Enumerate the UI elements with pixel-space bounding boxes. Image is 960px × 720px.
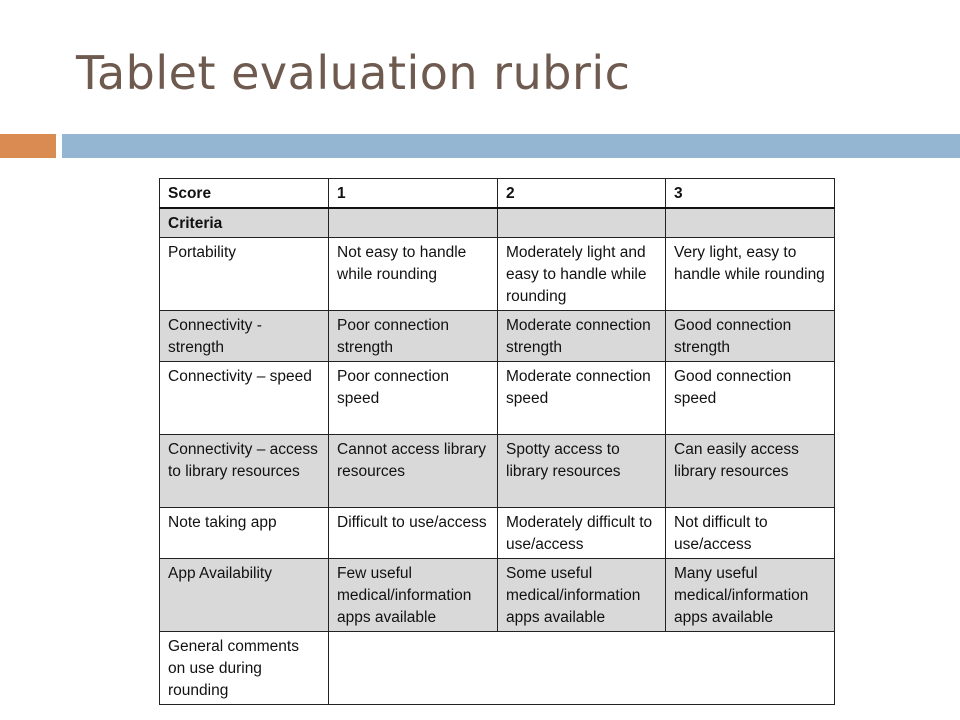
table-row bbox=[160, 508, 835, 559]
table-row bbox=[160, 362, 835, 435]
criterion-cell: Connectivity – access to library resources bbox=[160, 435, 329, 508]
header-score-1: 1 bbox=[329, 179, 498, 209]
score-1-cell: Few useful medical/information apps available bbox=[329, 559, 498, 632]
header-score-3: 3 bbox=[666, 179, 835, 209]
score-3-cell: Very light, easy to handle while rounding bbox=[666, 238, 835, 311]
score-2-cell: Moderate connection strength bbox=[498, 311, 666, 362]
table-row bbox=[160, 311, 835, 362]
score-3-cell: Good connection strength bbox=[666, 311, 835, 362]
criterion-cell: Portability bbox=[160, 238, 329, 311]
score-2-cell: Some useful medical/information apps available bbox=[498, 559, 666, 632]
score-2-cell: Spotty access to library resources bbox=[498, 435, 666, 508]
header-score: Score bbox=[160, 179, 329, 209]
comments-cell bbox=[329, 632, 835, 705]
table-row bbox=[160, 238, 835, 311]
score-3-cell: Can easily access library resources bbox=[666, 435, 835, 508]
score-3-cell: Not difficult to use/access bbox=[666, 508, 835, 559]
accent-bar-blue bbox=[62, 134, 960, 158]
score-2-cell: Moderately light and easy to handle while rounding bbox=[498, 238, 666, 311]
comments-label: General comments on use during rounding bbox=[160, 632, 329, 705]
table-header-row bbox=[160, 179, 835, 209]
criteria-empty-cell bbox=[666, 208, 835, 238]
criterion-cell: Connectivity - strength bbox=[160, 311, 329, 362]
comments-row bbox=[160, 632, 835, 705]
criteria-empty-cell bbox=[329, 208, 498, 238]
criterion-cell: Note taking app bbox=[160, 508, 329, 559]
criterion-cell: App Availability bbox=[160, 559, 329, 632]
score-2-cell: Moderately difficult to use/access bbox=[498, 508, 666, 559]
slide-title: Tablet evaluation rubric bbox=[76, 46, 631, 100]
header-score-2: 2 bbox=[498, 179, 666, 209]
score-1-cell: Poor connection strength bbox=[329, 311, 498, 362]
score-2-cell: Moderate connection speed bbox=[498, 362, 666, 435]
criteria-row bbox=[160, 208, 835, 238]
score-1-cell: Difficult to use/access bbox=[329, 508, 498, 559]
table-row bbox=[160, 559, 835, 632]
criteria-empty-cell bbox=[498, 208, 666, 238]
score-1-cell: Poor connection speed bbox=[329, 362, 498, 435]
criterion-cell: Connectivity – speed bbox=[160, 362, 329, 435]
rubric-table bbox=[159, 178, 835, 705]
score-1-cell: Not easy to handle while rounding bbox=[329, 238, 498, 311]
criteria-label: Criteria bbox=[160, 208, 329, 238]
score-3-cell: Good connection speed bbox=[666, 362, 835, 435]
score-3-cell: Many useful medical/information apps available bbox=[666, 559, 835, 632]
score-1-cell: Cannot access library resources bbox=[329, 435, 498, 508]
table-row bbox=[160, 435, 835, 508]
accent-bar-orange bbox=[0, 134, 56, 158]
